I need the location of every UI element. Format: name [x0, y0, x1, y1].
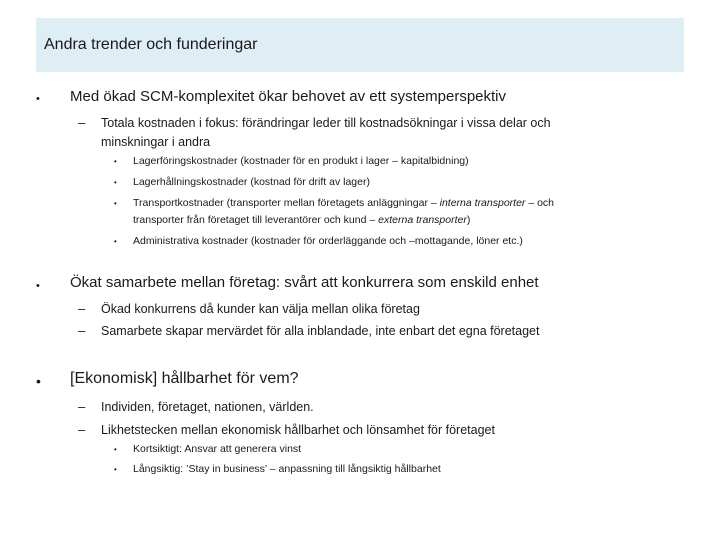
slide-title: Andra trender och funderingar — [44, 36, 258, 53]
section1-heading: Med ökad SCM-komplexitet ökar behovet av ett systemperspektiv — [70, 88, 507, 105]
dash: – — [78, 323, 86, 338]
bullet: • — [36, 373, 41, 389]
item3-part-d: transporter från företaget till leverantörer och kund – — [133, 214, 379, 226]
section1-item1-text: Lagerföringskostnader (kostnader för en produkt i lager – kapitalbidning) — [133, 155, 469, 167]
section1-item1 — [133, 153, 663, 170]
section3-sub1 — [101, 398, 661, 417]
section2-sub1-text: Ökad konkurrens då kunder kan välja mellan olika företag — [101, 302, 420, 316]
section1-item2-text: Lagerhållningskostnader (kostnad för drift av lager) — [133, 176, 370, 188]
section2-heading: Ökat samarbete mellan företag: svårt att konkurrera som enskild enhet — [70, 274, 539, 291]
sub-bullet: • — [114, 445, 117, 454]
item3-part-c: – och — [525, 197, 555, 209]
item3-internal: interna transporter — [439, 197, 526, 209]
section1-sub1 — [101, 114, 661, 152]
section3-item2 — [133, 461, 663, 478]
section3-item2-text: Långsiktig: ’Stay in business’ – anpassning till långsiktig hållbarhet — [133, 463, 441, 475]
sub-bullet: • — [114, 199, 117, 208]
item3-part-a: Transportkostnader (transporter mellan företagets anläggningar – — [133, 197, 440, 209]
section1-item4 — [133, 233, 663, 250]
section3-sub1-text: Individen, företaget, nationen, världen. — [101, 400, 314, 414]
section1-item3-line2 — [133, 212, 663, 229]
dash: – — [78, 301, 86, 316]
section3-heading: [Ekonomisk] hållbarhet för vem? — [70, 370, 299, 387]
section3-item1 — [133, 441, 663, 458]
sub-bullet: • — [114, 178, 117, 187]
section2-sub2 — [101, 322, 661, 341]
section1-sub1-line2: minskningar i andra — [101, 135, 211, 149]
section3-sub2 — [101, 421, 661, 440]
section3-item1-text: Kortsiktigt: Ansvar att generera vinst — [133, 443, 302, 455]
bullet: • — [36, 280, 40, 292]
item3-part-f: ) — [466, 214, 471, 226]
section1-item3-line1 — [133, 195, 663, 212]
sub-bullet: • — [114, 465, 117, 474]
section1-item4-text: Administrativa kostnader (kostnader för orderläggande och –mottagande, löner etc.) — [133, 235, 523, 247]
sub-bullet: • — [114, 237, 117, 246]
bullet: • — [36, 93, 40, 105]
section1-item2 — [133, 174, 663, 191]
section2-sub2-text: Samarbete skapar mervärdet för alla inblandade, inte enbart det egna företaget — [101, 324, 540, 338]
section2-sub1 — [101, 300, 661, 319]
dash: – — [78, 399, 86, 414]
section1-item3 — [133, 195, 663, 229]
item3-external: externa transporter — [378, 214, 467, 226]
sub-bullet: • — [114, 157, 117, 166]
dash: – — [78, 422, 86, 437]
section1-sub1-line1: Totala kostnaden i fokus: förändringar leder till kostnadsökningar i vissa delar och — [101, 116, 551, 130]
dash: – — [78, 115, 86, 130]
title-bar — [36, 18, 684, 72]
section3-sub2-text: Likhetstecken mellan ekonomisk hållbarhet och lönsamhet för företaget — [101, 423, 495, 437]
